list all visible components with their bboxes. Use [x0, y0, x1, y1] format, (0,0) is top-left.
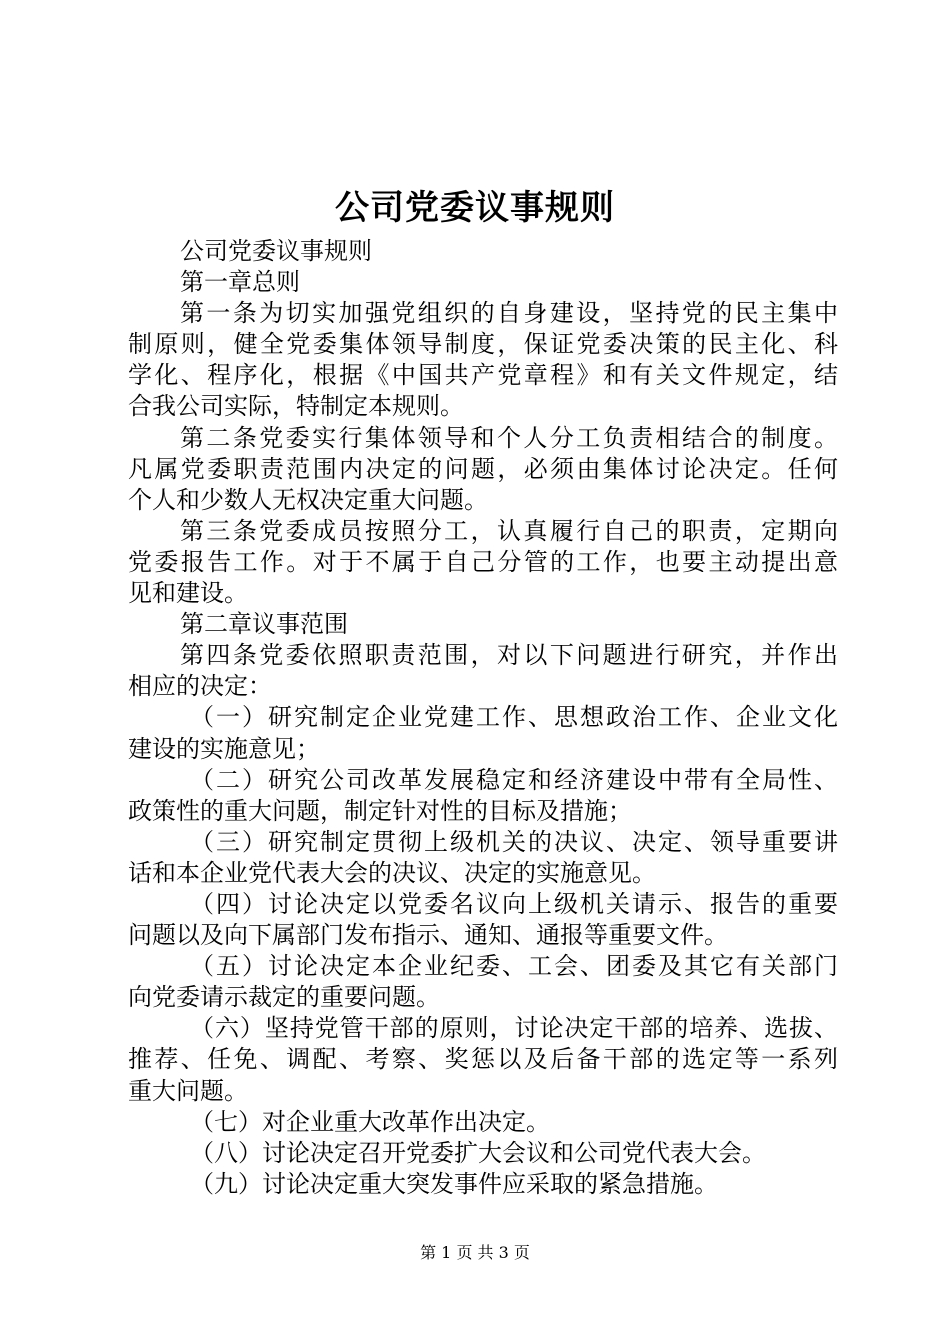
body-line: 重大问题。: [128, 1076, 248, 1105]
body-line: （四）讨论决定以党委名议向上级机关请示、报告的重要: [190, 889, 838, 918]
body-line: 党委报告工作。对于不属于自己分管的工作，也要主动提出意: [128, 547, 838, 576]
body-line: （一）研究制定企业党建工作、思想政治工作、企业文化: [190, 703, 838, 732]
body-line: 推荐、任免、调配、考察、奖惩以及后备干部的选定等一系列: [128, 1045, 838, 1074]
body-line: 个人和少数人无权决定重大问题。: [128, 485, 488, 514]
body-line: 相应的决定：: [128, 672, 272, 701]
body-line: （七）对企业重大改革作出决定。: [190, 1107, 550, 1136]
body-line: 政策性的重大问题，制定针对性的目标及措施；: [128, 796, 632, 825]
body-line: 第一条为切实加强党组织的自身建设，坚持党的民主集中: [180, 299, 838, 328]
body-line: 问题以及向下属部门发布指示、通知、通报等重要文件。: [128, 921, 728, 950]
body-line: 制原则，健全党委集体领导制度，保证党委决策的民主化、科: [128, 330, 838, 359]
body-line: 合我公司实际，特制定本规则。: [128, 392, 464, 421]
body-line: （二）研究公司改革发展稳定和经济建设中带有全局性、: [190, 765, 838, 794]
body-line: （六）坚持党管干部的原则，讨论决定干部的培养、选拔、: [190, 1014, 838, 1043]
body-line: （三）研究制定贯彻上级机关的决议、决定、领导重要讲: [190, 827, 838, 856]
body-line: 话和本企业党代表大会的决议、决定的实施意见。: [128, 858, 656, 887]
body-line: 第四条党委依照职责范围，对以下问题进行研究，并作出: [180, 641, 838, 670]
body-line: 公司党委议事规则: [180, 237, 372, 265]
body-line: （九）讨论决定重大突发事件应采取的紧急措施。: [190, 1169, 718, 1198]
body-line: 见和建设。: [128, 579, 248, 608]
body-line: 学化、程序化，根据《中国共产党章程》和有关文件规定，结: [128, 361, 838, 390]
body-line: 凡属党委职责范围内决定的问题，必须由集体讨论决定。任何: [128, 454, 838, 483]
body-line: 建设的实施意见；: [128, 734, 320, 763]
body-line: （五）讨论决定本企业纪委、工会、团委及其它有关部门: [190, 952, 838, 981]
body-line: 第一章总则: [180, 268, 300, 297]
body-line: 向党委请示裁定的重要问题。: [128, 983, 440, 1012]
document-body: [128, 236, 838, 1200]
body-line: 第二章议事范围: [180, 610, 348, 639]
page-footer: 第 1 页 共 3 页: [420, 1243, 530, 1262]
body-line: 第三条党委成员按照分工，认真履行自己的职责，定期向: [180, 516, 838, 545]
document-title: 公司党委议事规则: [335, 188, 615, 228]
body-line: 第二条党委实行集体领导和个人分工负责相结合的制度。: [180, 423, 838, 452]
body-line: （八）讨论决定召开党委扩大会议和公司党代表大会。: [190, 1138, 766, 1167]
